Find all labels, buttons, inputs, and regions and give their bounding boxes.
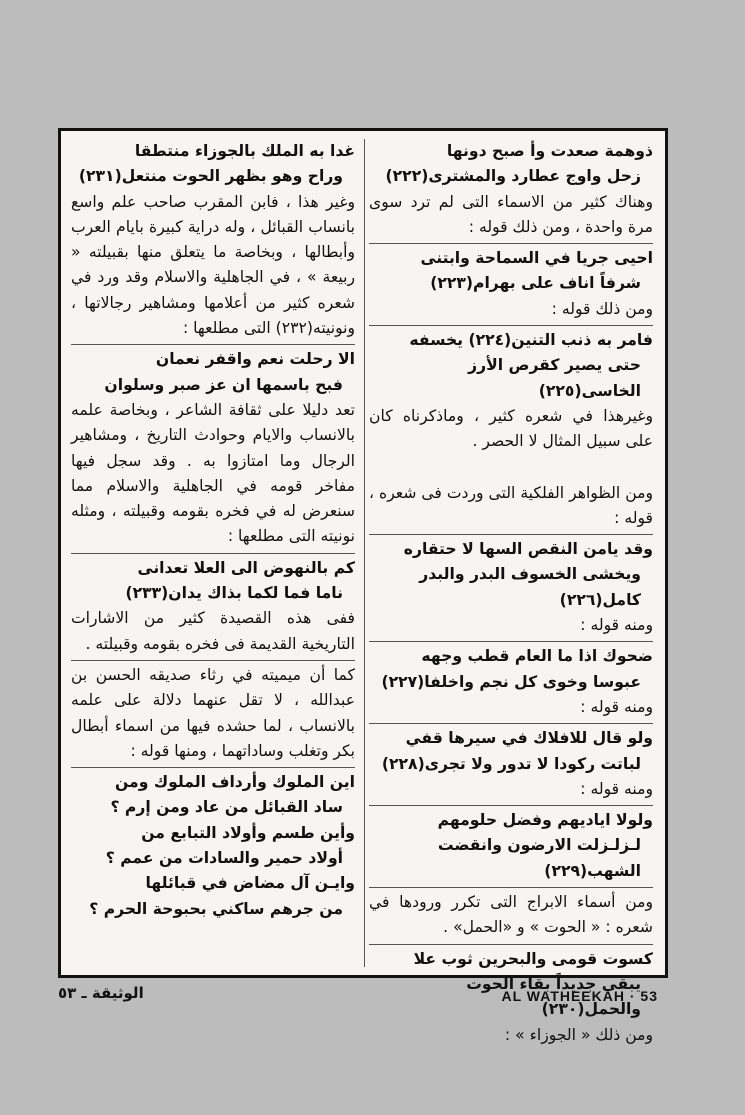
poem-verse [369, 808, 653, 884]
poem-verse [369, 537, 653, 613]
verse-first-hemistich: ولو قال للافلاك في سيرها قفي [405, 729, 653, 748]
poem-verse [369, 139, 653, 190]
verse-second-hemistich: شرفاً اناف على بهرام(٢٢٣) [430, 274, 641, 293]
verse-separator-rule [369, 944, 653, 945]
verse-second-hemistich: زحل واوج عطارد والمشترى(٢٢٢) [385, 167, 641, 186]
paragraph: وهناك كثير من الاسماء التى لم ترد سوى مرة واحدة ، ومن ذلك قوله : [369, 192, 653, 236]
verse-first-hemistich: ذوهمة صعدت وأ صبح دونها [446, 142, 653, 160]
verse-second-hemistich: ناما فما لكما بذاك يدان(٢٣٣) [125, 584, 343, 603]
verse-first-hemistich: فامر به ذنب التنين(٢٢٤) يخسفه [409, 331, 653, 350]
poem-verse [71, 871, 355, 922]
left-text-column [71, 139, 355, 922]
verse-first-hemistich: غدا به الملك بالجوزاء منتطقا [134, 142, 355, 160]
verse-second-hemistich: ويخشى الخسوف البدر والبدر كامل(٢٢٦) [419, 565, 641, 609]
poem-verse [369, 947, 653, 1023]
verse-second-hemistich: عبوسا وخوى كل نجم واخلفا(٢٢٧) [381, 672, 641, 691]
paragraph: ومن ذلك قوله : [551, 299, 653, 318]
poem-verse [369, 726, 653, 777]
verse-second-hemistich: لـزلـزلت الارضون وانقضت الشهب(٢٢٩) [437, 836, 641, 880]
paragraph: ومن ذلك « الجوزاء » : [504, 1025, 653, 1044]
verse-first-hemistich: كسوت قومى والبحرين ثوب علا [413, 949, 653, 968]
verse-second-hemistich: حتى يصير كقرص الأرز الخاسى(٢٢٥) [468, 356, 641, 400]
poem-verse [369, 328, 653, 404]
verse-separator-rule [369, 325, 653, 326]
paragraph: ومن الظواهر الفلكية التى وردت فى شعره ، قوله : [369, 483, 653, 527]
section-gap [369, 455, 653, 481]
right-text-column [369, 139, 653, 1048]
paragraph: وغير هذا ، فابن المقرب صاحب علم واسع بانساب القبائل ، وله دراية كبيرة بايام العرب وأبطالها ، وبخاصة ما يتعلق منها بقبيلته « ربيعة » ، في الجاهلية والاسلام وقد ورد في شعره كثير من أعلامها ومشاهير رجالاتها ، ونونيته(٢٣٢) التى مطلعها : [71, 192, 355, 338]
column-divider [364, 139, 365, 967]
paragraph: كما أن ميميته في رثاء صديقه الحسن بن عبدالله ، لا تقل عنهما دلالة على علمه بالانساب ، لما حشده فيها من اسماء أبطال بكر وتغلب وساداتهما ، ومنها قوله : [71, 665, 355, 760]
verse-second-hemistich: وراح وهو بظهر الحوت منتعل(٢٣١) [78, 167, 343, 186]
verse-separator-rule [369, 243, 653, 244]
paragraph: ففى هذه القصيدة كثير من الاشارات التاريخية القديمة فى فخره بقومه وقبيلته . [71, 609, 355, 653]
verse-second-hemistich: فبح باسمها ان عز صبر وسلوان [104, 375, 343, 394]
verse-first-hemistich: احيى جريا في السماحة وابتنى [420, 249, 653, 268]
verse-separator-rule [369, 887, 653, 888]
verse-separator-rule [71, 344, 355, 345]
verse-second-hemistich: ساد القبائل من عاد ومن إرم ؟ [110, 798, 343, 817]
poem-verse [71, 821, 355, 872]
verse-second-hemistich: من جرهم ساكني بحبوحة الحرم ؟ [89, 899, 343, 918]
paragraph: ومنه قوله : [580, 616, 653, 635]
verse-separator-rule [71, 660, 355, 661]
verse-separator-rule [369, 534, 653, 535]
verse-separator-rule [71, 767, 355, 768]
paragraph: ومنه قوله : [580, 697, 653, 716]
verse-separator-rule [369, 805, 653, 806]
poem-verse [369, 246, 653, 297]
verse-second-hemistich: أولاد حمير والسادات من عمم ؟ [105, 849, 343, 868]
verse-first-hemistich: وأين طسم وأولاد التبابع من [141, 823, 355, 842]
poem-verse [71, 556, 355, 607]
footer-page-label-latin: AL WATHEEKAH · 53 [501, 988, 658, 1004]
verse-second-hemistich: لباتت ركودا لا تدور ولا تجرى(٢٢٨) [381, 754, 641, 773]
poem-verse [71, 347, 355, 398]
verse-first-hemistich: كم بالنهوض الى العلا تعدانى [137, 558, 355, 577]
paragraph: تعد دليلا على ثقافة الشاعر ، وبخاصة علمه بالانساب والايام وحوادث التاريخ ، ومشاهير الرجال وما امتازوا به . وقد سجل فيها مفاخر قومه في الجاهلية والاسلام مما سنعرض له في فخره بقومه وقبيلته ، ومثله نونيته التى مطلعها : [71, 400, 355, 546]
verse-first-hemistich: الا رحلت نعم واقفر نعمان [155, 350, 355, 369]
verse-separator-rule [71, 553, 355, 554]
verse-separator-rule [369, 641, 653, 642]
poem-verse [369, 644, 653, 695]
footer-page-label-arabic: الوثيقة ـ ٥٣ [58, 984, 144, 1002]
verse-first-hemistich: اين الملوك وأرداف الملوك ومن [115, 773, 355, 792]
paragraph: وغيرهذا في شعره كثير ، وماذكرناه كان على سبيل المثال لا الحصر . [369, 406, 653, 451]
paragraph: ومن أسماء الابراج التى تكرر ورودها في شعره : « الحوت » و «الحمل» . [369, 893, 653, 937]
poem-verse [71, 139, 355, 190]
verse-first-hemistich: وايـن آل مضاض في قبائلها [145, 874, 355, 893]
verse-first-hemistich: ضحوك اذا ما العام قطب وجهه [421, 647, 653, 666]
verse-separator-rule [369, 723, 653, 724]
verse-first-hemistich: ولولا اياديهم وفضل حلومهم [437, 811, 653, 830]
paragraph: ومنه قوله : [580, 779, 653, 798]
poem-verse [71, 770, 355, 821]
verse-second-hemistich: يبقى جديداً بقاء الحوت والحمل(٢٣٠) [466, 974, 641, 1019]
verse-first-hemistich: وقد يامن النقص السها لا حتقاره [403, 540, 653, 559]
